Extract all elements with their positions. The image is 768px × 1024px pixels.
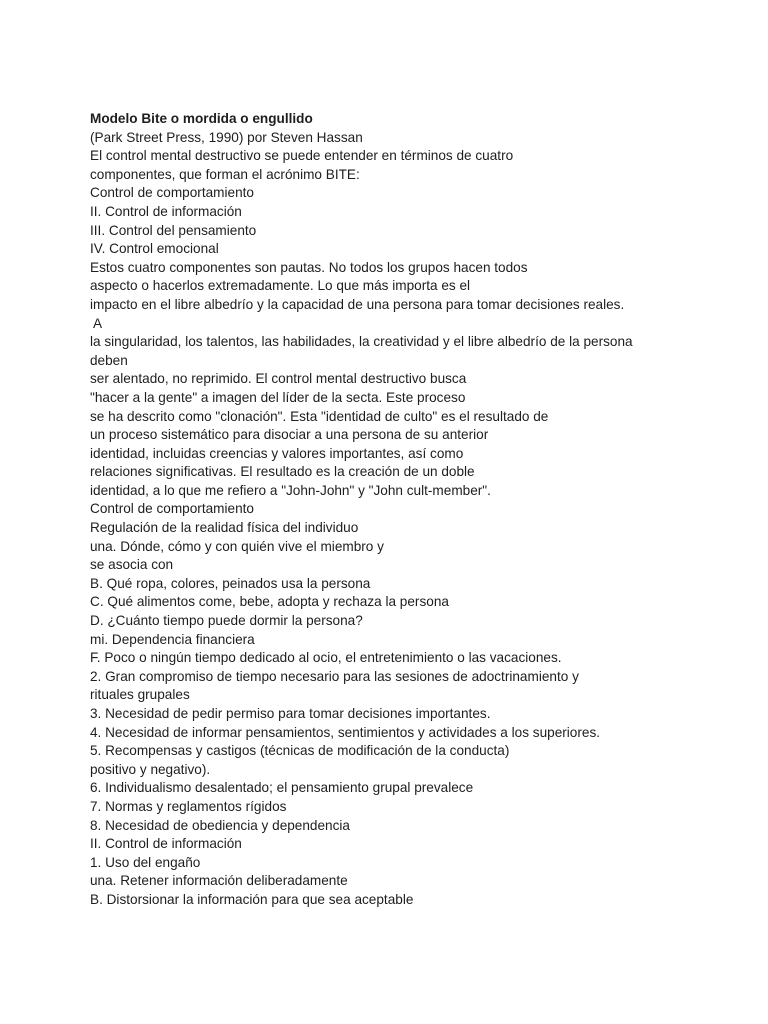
document-line: F. Poco o ningún tiempo dedicado al ocio, el entretenimiento o las vacaciones.	[90, 650, 562, 666]
document-line: El control mental destructivo se puede entender en términos de cuatro	[90, 148, 514, 164]
document-line: IV. Control emocional	[90, 241, 219, 257]
document-line: 6. Individualismo desalentado; el pensamiento grupal prevalece	[90, 780, 474, 796]
document-line: B. Distorsionar la información para que sea aceptable	[90, 891, 414, 907]
document-line: 5. Recompensas y castigos (técnicas de modificación de la conducta)	[90, 743, 510, 759]
document-line: se asocia con	[90, 557, 174, 573]
document-line: aspecto o hacerlos extremadamente. Lo que más importa es el	[90, 278, 471, 294]
document-line: II. Control de información	[90, 836, 242, 852]
document-line: ser alentado, no reprimido. El control mental destructivo busca	[90, 371, 467, 387]
document-line: se ha descrito como "clonación". Esta "identidad de culto" es el resultado de	[90, 408, 549, 424]
document-line: componentes, que forman el acrónimo BITE:	[90, 166, 360, 182]
document-line: Control de comportamiento	[90, 185, 254, 201]
document-line: Regulación de la realidad física del individuo	[90, 520, 359, 536]
document-line: identidad, incluidas creencias y valores importantes, así como	[90, 445, 464, 461]
document-line: Control de comportamiento	[90, 501, 254, 517]
document-line: B. Qué ropa, colores, peinados usa la persona	[90, 575, 371, 591]
document-line: la singularidad, los talentos, las habilidades, la creatividad y el libre albedrío de la persona	[90, 334, 633, 350]
document-line: 1. Uso del engaño	[90, 854, 201, 870]
document-line: "hacer a la gente" a imagen del líder de la secta. Este proceso	[90, 389, 466, 405]
document-line: A	[90, 315, 103, 331]
document-line: 7. Normas y reglamentos rígidos	[90, 798, 287, 814]
document-line: un proceso sistemático para disociar a una persona de su anterior	[90, 427, 489, 443]
document-page	[90, 110, 750, 910]
document-line: 8. Necesidad de obediencia y dependencia	[90, 817, 350, 833]
document-line: deben	[90, 352, 128, 368]
document-line: positivo y negativo).	[90, 761, 211, 777]
document-title: Modelo Bite o mordida o engullido	[90, 111, 313, 126]
document-line: relaciones significativas. El resultado es la creación de un doble	[90, 464, 475, 480]
document-line: 3. Necesidad de pedir permiso para tomar decisiones importantes.	[90, 706, 491, 721]
document-line: III. Control del pensamiento	[90, 222, 257, 238]
document-line: 4. Necesidad de informar pensamientos, sentimientos y actividades a los superiores.	[90, 724, 601, 740]
document-line: una. Retener información deliberadamente	[90, 873, 348, 889]
document-line: II. Control de información	[90, 203, 242, 219]
document-line: (Park Street Press, 1990) por Steven Hassan	[90, 129, 363, 145]
document-line: C. Qué alimentos come, bebe, adopta y rechaza la persona	[90, 594, 449, 610]
document-line: mi. Dependencia financiera	[90, 631, 255, 647]
document-line: rituales grupales	[90, 687, 190, 703]
document-line: una. Dónde, cómo y con quién vive el miembro y	[90, 538, 384, 554]
document-line: impacto en el libre albedrío y la capacidad de una persona para tomar decisiones reales.	[90, 296, 625, 312]
document-line: 2. Gran compromiso de tiempo necesario para las sesiones de adoctrinamiento y	[90, 668, 579, 684]
document-body	[90, 129, 750, 910]
document-line: identidad, a lo que me refiero a "John-John" y "John cult-member".	[90, 482, 491, 498]
document-line: Estos cuatro componentes son pautas. No todos los grupos hacen todos	[90, 259, 528, 275]
document-line: D. ¿Cuánto tiempo puede dormir la persona?	[90, 613, 363, 629]
